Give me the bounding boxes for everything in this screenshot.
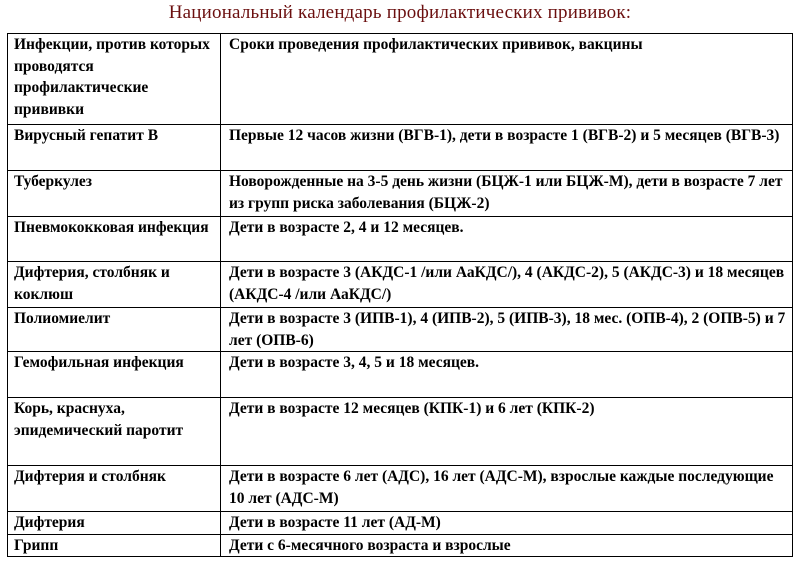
infection-cell: Пневмококковая инфекция: [8, 217, 221, 262]
infection-cell: Дифтерия и столбняк: [8, 466, 221, 512]
page-title: Национальный календарь профилактических прививок:: [168, 2, 632, 23]
infection-cell: Гемофильная инфекция: [8, 352, 221, 398]
infection-cell: Дифтерия, столбняк и коклюш: [8, 262, 221, 308]
schedule-cell: Дети в возрасте 2, 4 и 12 месяцев.: [221, 217, 793, 262]
schedule-cell: Первые 12 часов жизни (ВГВ-1), дети в возрасте 1 (ВГВ-2) и 5 месяцев (ВГВ-3): [221, 125, 793, 171]
infection-cell: Туберкулез: [8, 171, 221, 217]
table-header-row: [8, 34, 793, 125]
schedule-cell: Новорожденные на 3-5 день жизни (БЦЖ-1 или БЦЖ-М), дети в возрасте 7 лет из групп риска заболевания (БЦЖ-2): [221, 171, 793, 217]
infection-cell: Полиомиелит: [8, 308, 221, 352]
schedule-cell: Дети в возрасте 3, 4, 5 и 18 месяцев.: [221, 352, 793, 398]
table-row: [8, 217, 793, 262]
infection-cell: Корь, краснуха, эпидемический паротит: [8, 398, 221, 466]
schedule-cell: Дети в возрасте 3 (АКДС-1 /или АаКДС/), 4 (АКДС-2), 5 (АКДС-3) и 18 месяцев (АКДС-4 /или АаКДС/): [221, 262, 793, 308]
table-row: [8, 171, 793, 217]
schedule-cell: Дети с 6-месячного возраста и взрослые: [221, 534, 793, 557]
schedule-cell: Дети в возрасте 3 (ИПВ-1), 4 (ИПВ-2), 5 (ИПВ-3), 18 мес. (ОПВ-4), 2 (ОПВ-5) и 7 лет (ОПВ-6): [221, 308, 793, 352]
table-row: [8, 534, 793, 557]
table-row: [8, 262, 793, 308]
header-schedule: Сроки проведения профилактических прививок, вакцины: [221, 34, 793, 125]
header-infection: Инфекции, против которых проводятся профилактические прививки: [8, 34, 221, 125]
infection-cell: Грипп: [8, 534, 221, 557]
infection-cell: Вирусный гепатит В: [8, 125, 221, 171]
schedule-cell: Дети в возрасте 6 лет (АДС), 16 лет (АДС-М), взрослые каждые последующие 10 лет (АДС-М): [221, 466, 793, 512]
schedule-cell: Дети в возрасте 11 лет (АД-М): [221, 512, 793, 535]
table-row: [8, 512, 793, 535]
vaccination-calendar-table: [7, 33, 793, 557]
schedule-cell: Дети в возрасте 12 месяцев (КПК-1) и 6 лет (КПК-2): [221, 398, 793, 466]
infection-cell: Дифтерия: [8, 512, 221, 535]
table-row: [8, 125, 793, 171]
table-row: [8, 466, 793, 512]
table-row: [8, 352, 793, 398]
table-row: [8, 308, 793, 352]
table-row: [8, 398, 793, 466]
